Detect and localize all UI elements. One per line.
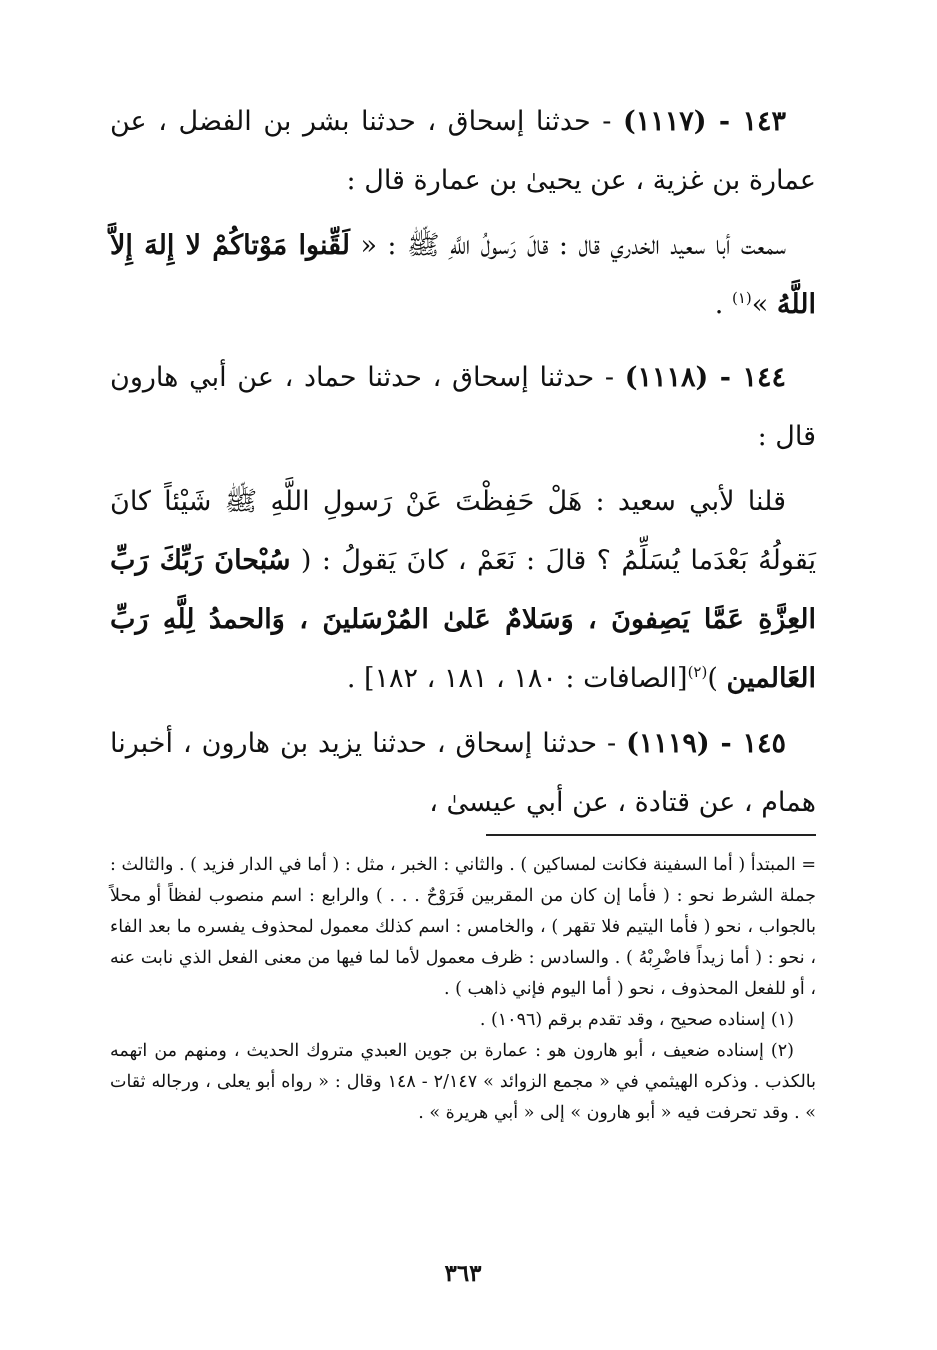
hadith-143-isnad-line-2: عن عمارة بن غزية ، عن يحيىٰ بن عمارة قال : [110,106,816,196]
hadith-144-matn [110,472,816,708]
hadith-145-isnad-line-1: - حدثنا إسحاق ، حدثنا يزيد بن هارون ، [182,728,627,759]
footnote-separator [486,834,816,836]
footnote-continued: = المبتدأ ( أما السفينة فكانت لمساكين ) . والثاني : الخبر ، مثل : ( أما في الدار فزيد ) . والثالث : جملة الشرط نحو : ( فأما إن كان من المقربين فَرَوْحٌ . . . ) والرابع : اسم منصوب لفظاً أو محلاً بالجواب ، نحو ( فأما اليتيم فلا تقهر ) ، والخامس : اسم كذلك معمول لمحذوف يفسره ما بعد الفاء ، نحو : ( أما زيداً فاضْرِبْهُ ) . والسادس : ظرف معمول لأما لما فيها من معنى الفعل الذي نابت عنه ، أو للفعل المحذوف ، نحو ( أما اليوم فإني ذاهب ) . [110,855,816,999]
hadith-143-isnad [110,92,816,210]
hadith-143-matn [110,216,816,334]
page-number: ٣٦٣ [444,1260,482,1287]
hadith-143-matn-quote: لَقِّنوا مَوْتاكُمْ لا إِلهَ إِلاَّ اللَّهُ [110,230,816,320]
hadith-143-isnad-line-1: - حدثنا إسحاق ، حدثنا بشر بن الفضل ، [158,106,623,137]
hadith-145-isnad-line-2: أخبرنا همام ، عن قتادة ، عن أبي عيسىٰ ، [110,728,816,818]
footnote-ref-2: (٢) [687,663,708,681]
book-page [110,92,816,1302]
hadith-145-isnad [110,714,816,832]
hadith-144-number: ١٤٤ - (١١١٨) [624,362,786,393]
hadith-143-end: . [714,289,732,320]
hadith-144-quote-close: ) [707,663,727,694]
footnote-1: (١) إسناده صحيح ، وقد تقدم برقم (١٠٩٦) . [479,1010,794,1030]
hadith-144-isnad-line-1: - حدثنا إسحاق ، حدثنا حماد ، عن أبي [189,362,625,393]
hadith-144-matn-quote: سُبْحانَ رَبِّكَ رَبِّ العِزَّةِ عَمَّا يَصِفونَ ، وَسَلامٌ عَلىٰ المُرْسَلينَ ، وَالحمدُ لِلَّهِ رَبِّ العَالمين [110,545,816,694]
hadith-143-quote-close: » [751,289,777,320]
footnotes [110,850,816,1129]
hadith-144-matn-intro: قلنا لأبي سعيد : هَلْ حَفِظْتَ عَنْ رَسولِ اللَّهِ ﷺ شَيْئاً كانَ يَقولُهُ بَعْدَما يُسَلِّمُ ؟ قالَ : نَعَمْ ، كانَ يَقولُ : ( [110,486,816,576]
main-text [110,92,816,832]
hadith-144-isnad [110,348,816,466]
hadith-143-number: ١٤٣ - (١١١٧) [622,106,787,137]
hadith-145-number: ١٤٥ - (١١١٩) [626,728,786,759]
footnote-ref-1: (١) [731,289,752,307]
hadith-144-end: [الصافات : ١٨٠ ، ١٨١ ، ١٨٢] . [346,663,688,694]
footnote-2: (٢) إسناده ضعيف ، أبو هارون هو : عمارة بن جوين العبدي متروك الحديث ، ومنهم من اتهمه بالكذب . وذكره الهيثمي في « مجمع الزوائد » ٢/١٤٧ - ١٤٨ وقال : « رواه أبو يعلى ، ورجاله ثقات » . وقد تحرفت فيه « أبو هارون » إلى « أبي هريرة » . [110,1041,816,1123]
hadith-143-matn-intro: سمعت أبا سعيد الخدري قال : قالَ رَسولُ اللَّهِ ﷺ : « [350,230,786,261]
hadith-144-isnad-line-2: هارون قال : [110,362,816,452]
